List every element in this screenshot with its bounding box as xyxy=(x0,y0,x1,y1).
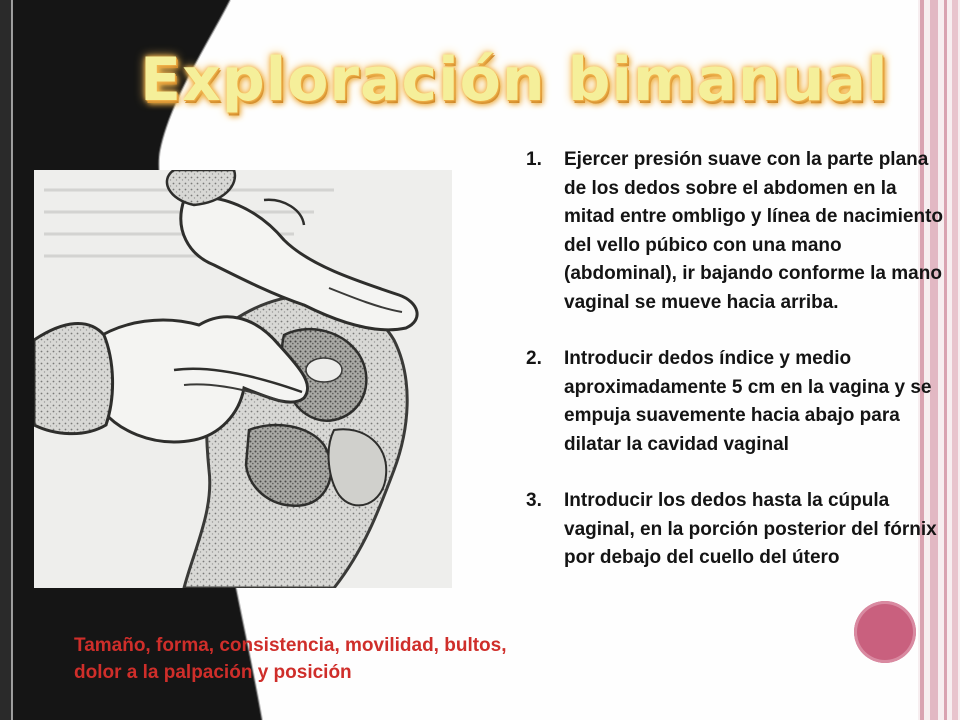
illustration-drawing xyxy=(34,170,452,588)
step-text: Introducir dedos índice y medio aproximadamente 5 cm en la vagina y se empuja suavemente hacia abajo para dilatar la cavidad vaginal xyxy=(564,348,932,455)
bimanual-exam-illustration xyxy=(34,170,452,588)
procedure-step xyxy=(522,345,952,459)
assessment-caption: Tamaño, forma, consistencia, movilidad, bultos, dolor a la palpación y posición xyxy=(74,635,507,683)
step-number: 3. xyxy=(526,490,542,511)
step-number: 2. xyxy=(526,348,542,369)
step-text: Introducir los dedos hasta la cúpula vaginal, en la porción posterior del fórnix por debajo del cuello del útero xyxy=(564,490,937,568)
left-border-strip xyxy=(0,0,12,720)
step-text: Ejercer presión suave con la parte plana de los dedos sobre el abdomen en la mitad entre ombligo y línea de nacimiento del vello púbico con una mano (abdominal), ir bajando conforme la mano vaginal se mueve hacia arriba. xyxy=(564,149,944,313)
step-number: 1. xyxy=(526,149,542,170)
sleeve-cuff xyxy=(34,324,113,434)
procedure-step xyxy=(522,146,952,317)
procedure-steps-list xyxy=(522,146,952,601)
slide-title: Exploración bimanual xyxy=(140,45,889,115)
slide-nav-dot[interactable] xyxy=(854,601,916,663)
procedure-step xyxy=(522,487,952,573)
